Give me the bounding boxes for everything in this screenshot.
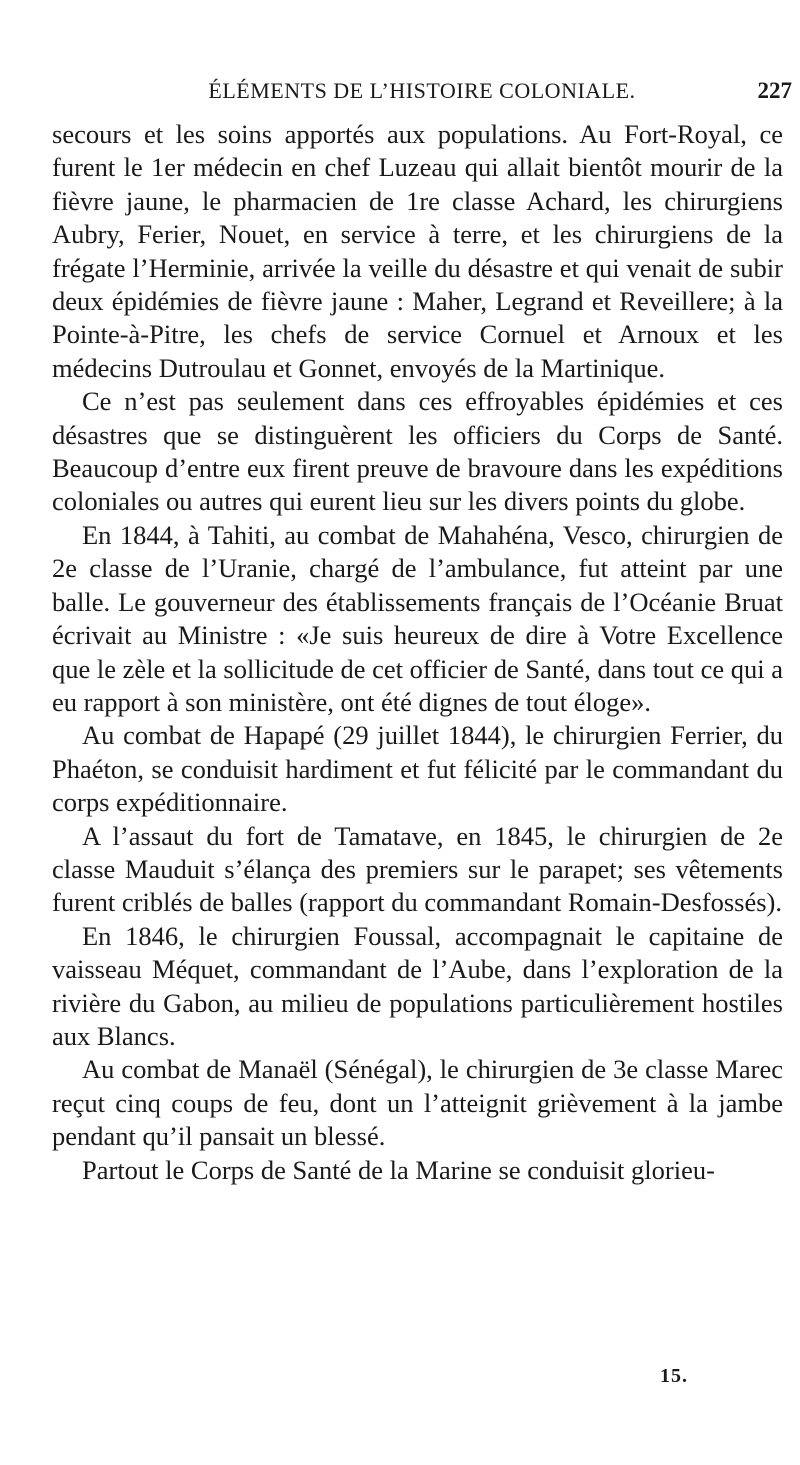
body-text <box>52 118 783 1187</box>
running-header <box>52 76 792 106</box>
paragraph-3: En 1844, à Tahiti, au combat de Mahahéna, Vesco, chirurgien de 2e classe de l’Uranie, chargé de l’ambulance, fut atteint par une balle. Le gouverneur des établissements français de l’Océanie Bruat écrivait au Ministre : «Je suis heureux de dire à Votre Excellence que le zèle et la sollicitude de cet officier de Santé, dans tout ce qui a eu rapport à son ministère, ont été dignes de tout éloge». <box>52 519 783 717</box>
signature-mark: 15. <box>660 1365 688 1387</box>
header-title: ÉLÉMENTS DE L’HISTOIRE COLONIALE. <box>208 78 636 103</box>
paragraph-2: Ce n’est pas seulement dans ces effroyables épidémies et ces désastres que se distinguèrent les officiers du Corps de Santé. Beaucoup d’entre eux firent preuve de bravoure dans les expéditions coloniales ou autres qui eurent lieu sur les divers points du globe. <box>52 386 783 517</box>
paragraph-6: En 1846, le chirurgien Foussal, accompagnait le capitaine de vaisseau Méquet, commandant de l’Aube, dans l’exploration de la rivière du Gabon, au milieu de populations particulièrement hostiles aux Blancs. <box>52 920 783 1051</box>
paragraph-5: A l’assaut du fort de Tamatave, en 1845, le chirurgien de 2e classe Mauduit s’élança des premiers sur le parapet; ses vêtements furent criblés de balles (rapport du commandant Romain-Desfossés). <box>52 820 783 918</box>
paragraph-1: secours et les soins apportés aux populations. Au Fort-Royal, ce furent le 1er médecin en chef Luzeau qui allait bientôt mourir de la fièvre jaune, le pharmacien de 1re classe Achard, les chirurgiens Aubry, Ferier, Nouet, en service à terre, et les chirurgiens de la frégate l’Herminie, arrivée la veille du désastre et qui venait de subir deux épidémies de fièvre jaune : Maher, Legrand et Reveillere; à la Pointe-à-Pitre, les chefs de service Cornuel et Arnoux et les médecins Dutroulau et Gonnet, envoyés de la Martinique. <box>52 119 783 383</box>
page-number: 227 <box>757 78 792 103</box>
paragraph-7: Au combat de Manaël (Sénégal), le chirurgien de 3e classe Marec reçut cinq coups de feu, dont un l’atteignit grièvement à la jambe pendant qu’il pansait un blessé. <box>52 1054 783 1152</box>
paragraph-8: Partout le Corps de Santé de la Marine se conduisit glorieu- <box>82 1154 715 1185</box>
paragraph-4: Au combat de Hapapé (29 juillet 1844), le chirurgien Ferrier, du Phaéton, se conduisit hardiment et fut félicité par le commandant du corps expéditionnaire. <box>52 720 783 818</box>
